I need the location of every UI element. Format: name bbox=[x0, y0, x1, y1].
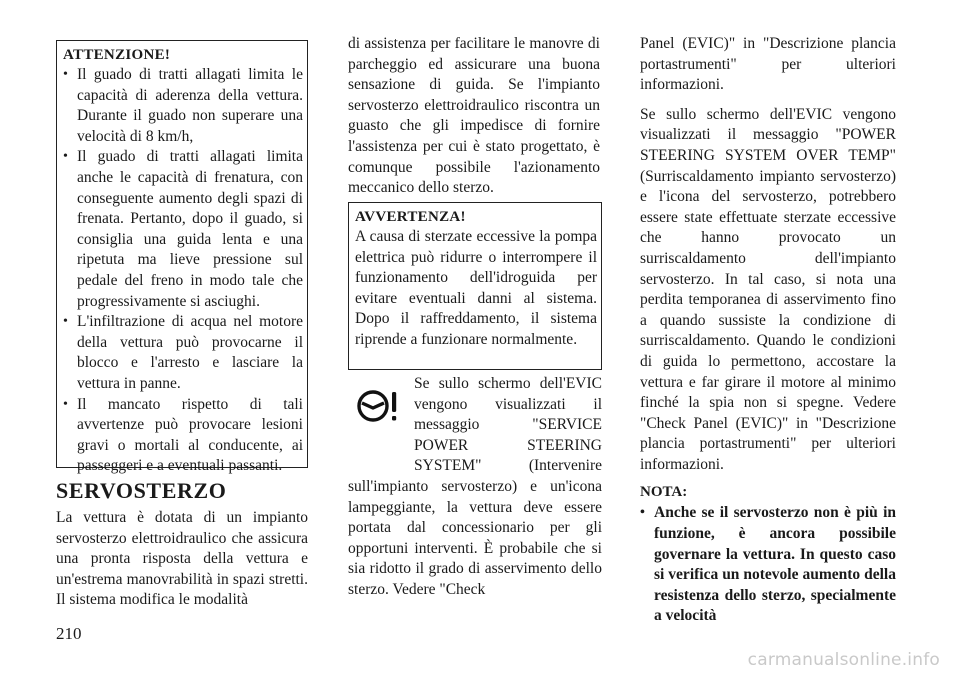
caution-text: A causa di sterzate eccessive la pompa elettrica può ridurre o interrompere il funzionamento dell'idroguida per evitare eventuali danni al sistema. Dopo il raffreddamento, il sistema riprende a funzionare normalmente. bbox=[355, 228, 597, 348]
section-intro: La vettura è dotata di un impianto servosterzo elettroidraulico che assicura una pronta risposta della vettura e un'estrema manovrabilità in spazi stretti. Il sistema modifica le modalità bbox=[56, 509, 308, 609]
page-number: 210 bbox=[56, 624, 82, 643]
section-intro-block bbox=[56, 508, 308, 611]
warning-title: ATTENZIONE! bbox=[63, 47, 171, 63]
column3-paragraph-2: Se sullo schermo dell'EVIC vengono visualizzati il messaggio "POWER STEERING SYSTEM OVER TEMP" (Surriscaldamento impianto servosterzo) e l'icona del servosterzo, potrebbero essere state effettuate sterzate eccessive che hanno provocato un surriscaldamento dell'impianto servosterzo. In tal caso, si nota una perdita temporanea di asservimento fino a quando sussiste la condizione di surriscaldamento. Quando le condizioni di guida lo permettono, accostare la vettura e far girare il motore al minimo finché la spia non si spegne. Vedere "Check Panel (EVIC)" in "Descrizione plancia portastrumenti" per ulteriori informazioni. bbox=[640, 105, 896, 473]
column2-top-block bbox=[348, 34, 600, 199]
warning-box bbox=[56, 40, 308, 475]
note-title: NOTA: bbox=[640, 484, 688, 501]
caution-title: AVVERTENZA! bbox=[355, 209, 466, 225]
note-list bbox=[640, 503, 896, 627]
caution-box bbox=[348, 202, 602, 370]
section-heading: SERVOSTERZO bbox=[56, 478, 227, 503]
steering-warning-icon bbox=[348, 374, 414, 458]
warning-item: • Il mancato rispetto di tali avvertenze può provocare lesioni gravi o mortali al conducente, ai passeggeri e a eventuali passanti. bbox=[63, 395, 303, 477]
note-item: • Anche se il servosterzo non è più in funzione, è ancora possibile governare la vettura. In questo caso si verifica un notevole aumento della resistenza dello sterzo, specialmente a velocità bbox=[640, 503, 896, 627]
warning-list bbox=[63, 65, 303, 477]
icon-paragraph: Se sullo schermo dell'EVIC vengono visualizzati il messaggio "SERVICE POWER STEERING SYSTEM" (Intervenire sull'impianto servosterzo) e un'icona lampeggiante, la vettura deve essere portata dal concessionario per gli opportuni interventi. È probabile che si sia ridotto il grado di asservimento dello sterzo. Vedere "Check bbox=[348, 375, 602, 598]
watermark: carmanualsonline.info bbox=[747, 650, 940, 670]
warning-item: • Il guado di tratti allagati limita le capacità di aderenza della vettura. Durante il guado non superare una velocità di 8 km/h, bbox=[63, 65, 303, 147]
warning-item: • L'infiltrazione di acqua nel motore della vettura può provocarne il blocco e l'arresto e lasciare la vettura in panne. bbox=[63, 312, 303, 394]
icon-paragraph-block bbox=[348, 374, 602, 601]
column2-top-text: di assistenza per facilitare le manovre di parcheggio ed assicurare una buona sensazione di guida. Se l'impianto servosterzo elettroidraulico riscontra un guasto che gli impedisce di fornire l'assistenza per cui è stato progettato, è comunque possibile l'azionamento meccanico dello sterzo. bbox=[348, 35, 600, 197]
warning-item: • Il guado di tratti allagati limita anche le capacità di frenatura, con conseguente aumento degli spazi di frenata. Pertanto, dopo il guado, si consiglia una guida lenta e una ripetuta ma lieve pressione sul pedale del freno in modo tale che progressivamente si asciughi. bbox=[63, 147, 303, 312]
column3-paragraph-1: Panel (EVIC)" in "Descrizione plancia portastrumenti" per ulteriori informazioni. bbox=[640, 35, 896, 94]
column3-block bbox=[640, 34, 896, 627]
